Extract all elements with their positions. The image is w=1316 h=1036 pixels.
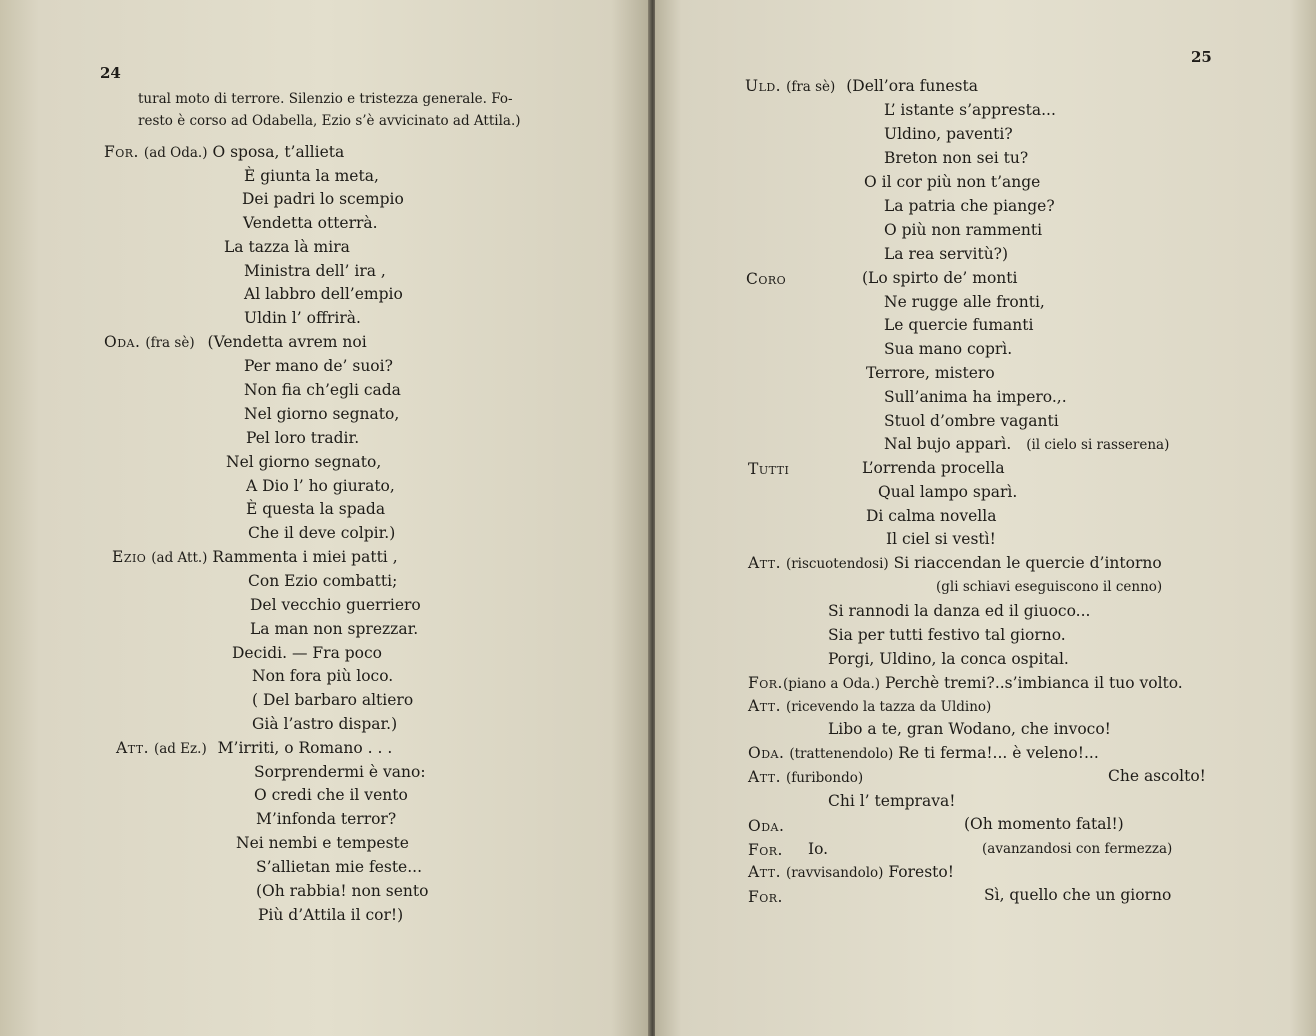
verse-line: Le quercie fumanti	[884, 316, 1034, 334]
verse-line: (Oh rabbia! non sento	[256, 882, 429, 900]
speaker-line	[745, 75, 978, 98]
page-number: 24	[100, 64, 121, 82]
verse-line: ( Del barbaro altiero	[252, 691, 414, 709]
verse-line: La tazza là mira	[224, 238, 350, 256]
verse-line: L’ istante s’appresta...	[884, 101, 1056, 119]
speaker-line	[116, 737, 392, 760]
verse-line: Vendetta otterrà.	[243, 214, 378, 232]
verse-line: Decidi. — Fra poco	[232, 644, 382, 662]
verse-line: M’infonda terror?	[256, 810, 397, 828]
speaker-name: Coro	[746, 270, 787, 288]
verse-line: Non fora più loco.	[252, 667, 394, 685]
speaker-name: For.	[748, 674, 783, 692]
speaker-name: Uld.	[745, 77, 782, 95]
verse-line: Che ascolto!	[1108, 767, 1206, 785]
verse-line: Chi l’ temprava!	[828, 792, 956, 810]
speaker-line	[748, 672, 1183, 695]
verse-line	[884, 433, 1169, 456]
left-page	[0, 0, 650, 1036]
verse-line: Sorprendermi è vano:	[254, 763, 426, 781]
verse-line: Non fia ch’egli cada	[244, 381, 401, 399]
page-number: 25	[1191, 48, 1212, 66]
right-page	[655, 0, 1316, 1036]
stage-direction: (furibondo)	[785, 770, 864, 786]
verse-line: Al labbro dell’empio	[244, 285, 403, 303]
verse-line: Qual lampo sparì.	[878, 483, 1018, 501]
verse-line: Stuol d’ombre vaganti	[884, 412, 1059, 430]
verse-line: Porgi, Uldino, la conca ospital.	[828, 650, 1069, 668]
verse-line: Sua mano coprì.	[884, 340, 1013, 358]
verse-line: Io.	[808, 840, 829, 858]
speaker-name: For.	[748, 841, 783, 859]
verse-line: O il cor più non t’ange	[864, 173, 1041, 191]
verse-line: O più non rammenti	[884, 221, 1043, 239]
verse-line: Nel giorno segnato,	[244, 405, 400, 423]
verse-line: Perchè tremi?..s’imbianca il tuo volto.	[884, 674, 1183, 692]
stage-direction: (ad Att.)	[151, 550, 208, 566]
speaker-line	[748, 552, 1162, 575]
verse-line: Sull’anima ha impero.,.	[884, 388, 1067, 406]
verse-line: Più d’Attila il cor!)	[258, 906, 404, 924]
stage-direction-intro	[138, 88, 568, 132]
speaker-line	[748, 766, 863, 789]
stage-direction: (il cielo si rasserena)	[1026, 437, 1170, 453]
verse-line: Pel loro tradir.	[246, 429, 360, 447]
verse-line: (Dell’ora funesta	[846, 77, 978, 95]
intro-line: tural moto di terrore. Silenzio e tristezza generale. Fo-	[138, 91, 513, 107]
stage-direction: (ad Ez.)	[153, 741, 207, 757]
verse-line: La patria che piange?	[884, 197, 1055, 215]
verse-line: Dei padri lo scempio	[242, 190, 404, 208]
speaker-line	[104, 141, 344, 164]
speaker-name: Att.	[748, 697, 781, 715]
speaker-name: Att.	[116, 739, 149, 757]
verse-line: Nei nembi e tempeste	[236, 834, 409, 852]
stage-direction: (riscuotendosi)	[785, 556, 889, 572]
verse-line: Si rannodi la danza ed il giuoco...	[828, 602, 1091, 620]
verse-line: Con Ezio combatti;	[248, 572, 398, 590]
stage-direction: (trattenendolo)	[789, 746, 894, 762]
verse-line: (Vendetta avrem noi	[207, 333, 367, 351]
verse-line: Re ti ferma!... è veleno!...	[898, 744, 1099, 762]
speaker-name: Tutti	[748, 460, 790, 478]
stage-direction: (fra sè)	[786, 79, 836, 95]
verse-line: Del vecchio guerriero	[250, 596, 421, 614]
intro-line: resto è corso ad Odabella, Ezio s’è avvicinato ad Attila.)	[138, 113, 521, 129]
speaker-name: Oda.	[748, 817, 785, 835]
verse-line: La rea servitù?)	[884, 245, 1009, 263]
verse-line: L’orrenda procella	[862, 459, 1005, 477]
verse-line: M’irriti, o Romano . . .	[217, 739, 393, 757]
stage-direction: (piano a Oda.)	[782, 676, 881, 692]
verse-line: (Oh momento fatal!)	[964, 815, 1124, 833]
speaker-name: For.	[104, 143, 139, 161]
speaker-line	[104, 331, 367, 354]
speaker-name: Oda.	[748, 744, 785, 762]
speaker-name: Att.	[748, 863, 781, 881]
speaker-name: Att.	[748, 554, 781, 572]
speaker-line	[112, 546, 398, 569]
stage-direction: (gli schiavi eseguiscono il cenno)	[936, 579, 1163, 595]
verse-line: Si riaccendan le quercie d’intorno	[893, 554, 1162, 572]
verse-line: Terrore, mistero	[866, 364, 995, 382]
stage-direction: (ad Oda.)	[143, 145, 208, 161]
verse-line: La man non sprezzar.	[250, 620, 419, 638]
verse-line: Ministra dell’ ira ,	[244, 262, 386, 280]
verse-line: Di calma novella	[866, 507, 997, 525]
stage-direction: (avanzandosi con fermezza)	[982, 841, 1173, 857]
verse-line: Che il deve colpir.)	[248, 524, 396, 542]
verse-line: È giunta la meta,	[244, 167, 379, 185]
verse-line: Il ciel si vestì!	[886, 530, 996, 548]
verse-line: Uldin l’ offrirà.	[244, 309, 361, 327]
stage-direction: (ricevendo la tazza da Uldino)	[785, 699, 992, 715]
verse-line: È questa la spada	[246, 500, 386, 518]
verse-line: Uldino, paventi?	[884, 125, 1013, 143]
verse-line: Breton non sei tu?	[884, 149, 1029, 167]
speaker-name: Ezio	[112, 548, 147, 566]
speaker-name: Oda.	[104, 333, 141, 351]
stage-direction: (ravvisandolo)	[785, 865, 884, 881]
verse-line: Sia per tutti festivo tal giorno.	[828, 626, 1066, 644]
speaker-name: For.	[748, 888, 783, 906]
verse-line: (Lo spirto de’ monti	[862, 269, 1018, 287]
verse-line: Nel giorno segnato,	[226, 453, 382, 471]
verse-line: Rammenta i miei patti ,	[212, 548, 398, 566]
speaker-line	[748, 695, 991, 718]
stage-direction: (fra sè)	[145, 335, 195, 351]
verse-line: Ne rugge alle fronti,	[884, 293, 1045, 311]
verse-line: Libo a te, gran Wodano, che invoco!	[828, 720, 1111, 738]
speaker-name: Att.	[748, 768, 781, 786]
verse-line: S’allietan mie feste...	[256, 858, 423, 876]
verse-line: Sì, quello che un giorno	[984, 886, 1172, 904]
verse-line: O credi che il vento	[254, 786, 408, 804]
speaker-line	[748, 861, 954, 884]
verse-line: A Dio l’ ho giurato,	[246, 477, 395, 495]
speaker-line	[748, 742, 1099, 765]
verse-line: Per mano de’ suoi?	[244, 357, 393, 375]
verse-line: O sposa, t’allieta	[212, 143, 345, 161]
verse-line-text: Nal bujo apparì.	[884, 435, 1012, 453]
verse-line: Già l’astro dispar.)	[252, 715, 398, 733]
verse-line: Foresto!	[888, 863, 954, 881]
